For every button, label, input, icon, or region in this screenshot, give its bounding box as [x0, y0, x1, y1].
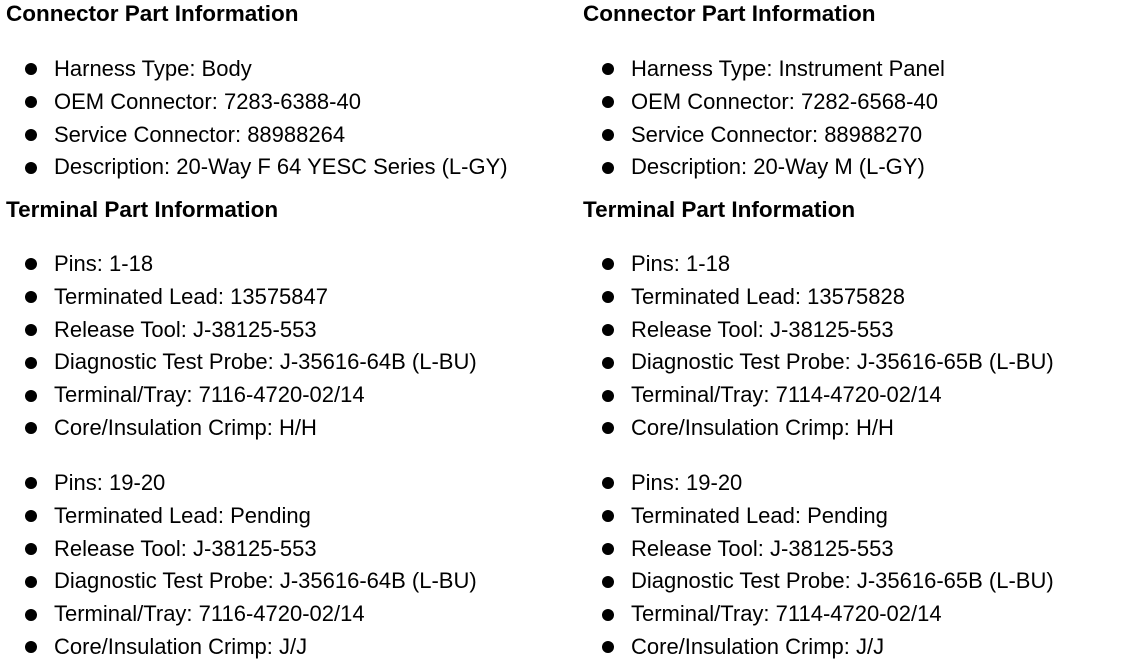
list-item [6, 533, 477, 566]
terminal-part-list-pins-19-20 [6, 467, 477, 664]
bullet-icon [602, 129, 614, 141]
list-item [583, 314, 1054, 347]
list-item [6, 281, 477, 314]
bullet-icon [25, 609, 37, 621]
list-item-text: Release Tool: J-38125-553 [631, 535, 894, 561]
list-item-text: Terminal/Tray: 7114-4720-02/14 [631, 601, 942, 627]
bullet-icon [25, 477, 37, 489]
list-item-text: Diagnostic Test Probe: J-35616-64B (L-BU) [54, 568, 477, 594]
connector-part-heading: Connector Part Information [583, 1, 876, 26]
bullet-icon [25, 390, 37, 402]
list-item [583, 53, 945, 86]
list-item [583, 565, 1054, 598]
list-item [583, 346, 1054, 379]
list-item-text: Terminated Lead: 13575847 [54, 283, 328, 309]
terminal-part-heading: Terminal Part Information [6, 197, 279, 222]
list-item [6, 379, 477, 412]
bullet-icon [602, 477, 614, 489]
list-item-text: OEM Connector: 7282-6568-40 [631, 88, 938, 114]
list-item-text: Diagnostic Test Probe: J-35616-65B (L-BU) [631, 349, 1054, 375]
list-item [583, 500, 1054, 533]
bullet-icon [602, 258, 614, 270]
bullet-icon [25, 258, 37, 270]
terminal-part-list-pins-1-18 [6, 248, 477, 445]
bullet-icon [602, 510, 614, 522]
list-item [6, 151, 508, 184]
list-item-text: Pins: 1-18 [631, 251, 731, 276]
list-item [583, 533, 1054, 566]
list-item-text: Release Tool: J-38125-553 [54, 535, 317, 561]
list-item [583, 151, 945, 184]
bullet-icon [602, 576, 614, 588]
list-item-text: Service Connector: 88988270 [631, 121, 923, 147]
list-item [583, 86, 945, 119]
bullet-icon [25, 129, 37, 141]
bullet-icon [25, 543, 37, 555]
bullet-icon [602, 641, 614, 653]
list-item-text: Terminal/Tray: 7114-4720-02/14 [631, 382, 942, 408]
terminal-part-list-pins-19-20 [583, 467, 1054, 664]
list-item [6, 248, 477, 281]
list-item [6, 598, 477, 631]
bullet-icon [25, 576, 37, 588]
list-item-text: Release Tool: J-38125-553 [54, 316, 317, 342]
bullet-icon [25, 291, 37, 303]
list-item [583, 119, 945, 152]
bullet-icon [602, 96, 614, 108]
terminal-part-heading: Terminal Part Information [583, 197, 856, 222]
bullet-icon [602, 609, 614, 621]
list-item-text: Pins: 1-18 [54, 251, 154, 276]
list-item [6, 119, 508, 152]
list-item-text: Harness Type: Instrument Panel [631, 56, 945, 81]
list-item-text: Pins: 19-20 [631, 470, 743, 495]
list-item [583, 631, 1054, 664]
list-item [6, 314, 477, 347]
list-item-text: Harness Type: Body [54, 56, 252, 81]
list-item [6, 412, 477, 445]
list-item-text: Terminal/Tray: 7116-4720-02/14 [54, 601, 365, 627]
list-item [6, 53, 508, 86]
list-item-text: Core/Insulation Crimp: J/J [631, 633, 885, 659]
list-item-text: Terminal/Tray: 7116-4720-02/14 [54, 382, 365, 408]
list-item [6, 86, 508, 119]
bullet-icon [602, 422, 614, 434]
list-item-text: Core/Insulation Crimp: H/H [54, 414, 317, 440]
bullet-icon [602, 291, 614, 303]
bullet-icon [602, 390, 614, 402]
bullet-icon [602, 63, 614, 75]
bullet-icon [602, 324, 614, 336]
list-item-text: Core/Insulation Crimp: J/J [54, 633, 308, 659]
terminal-part-list-pins-1-18 [583, 248, 1054, 445]
list-item [583, 281, 1054, 314]
list-item [583, 379, 1054, 412]
bullet-icon [25, 422, 37, 434]
list-item [583, 412, 1054, 445]
list-item-text: Terminated Lead: 13575828 [631, 283, 905, 309]
list-item [6, 631, 477, 664]
bullet-icon [25, 510, 37, 522]
list-item [6, 346, 477, 379]
list-item-text: Diagnostic Test Probe: J-35616-64B (L-BU) [54, 349, 477, 375]
list-item [583, 248, 1054, 281]
list-item-text: Description: 20-Way F 64 YESC Series (L-GY) [54, 154, 508, 180]
bullet-icon [25, 96, 37, 108]
bullet-icon [25, 63, 37, 75]
list-item-text: Pins: 19-20 [54, 470, 166, 495]
connector-part-list [6, 53, 508, 184]
list-item [583, 467, 1054, 500]
bullet-icon [25, 162, 37, 174]
bullet-icon [25, 357, 37, 369]
connector-part-list [583, 53, 945, 184]
list-item [6, 500, 477, 533]
list-item-text: Core/Insulation Crimp: H/H [631, 414, 894, 440]
bullet-icon [25, 641, 37, 653]
connector-part-heading: Connector Part Information [6, 1, 299, 26]
list-item [6, 467, 477, 500]
list-item-text: Terminated Lead: Pending [631, 502, 888, 528]
list-item-text: Terminated Lead: Pending [54, 502, 311, 528]
list-item-text: Release Tool: J-38125-553 [631, 316, 894, 342]
list-item-text: OEM Connector: 7283-6388-40 [54, 88, 361, 114]
bullet-icon [602, 357, 614, 369]
list-item [583, 598, 1054, 631]
bullet-icon [602, 543, 614, 555]
list-item-text: Description: 20-Way M (L-GY) [631, 154, 925, 180]
bullet-icon [25, 324, 37, 336]
list-item-text: Diagnostic Test Probe: J-35616-65B (L-BU) [631, 568, 1054, 594]
list-item [6, 565, 477, 598]
list-item-text: Service Connector: 88988264 [54, 121, 346, 147]
bullet-icon [602, 162, 614, 174]
